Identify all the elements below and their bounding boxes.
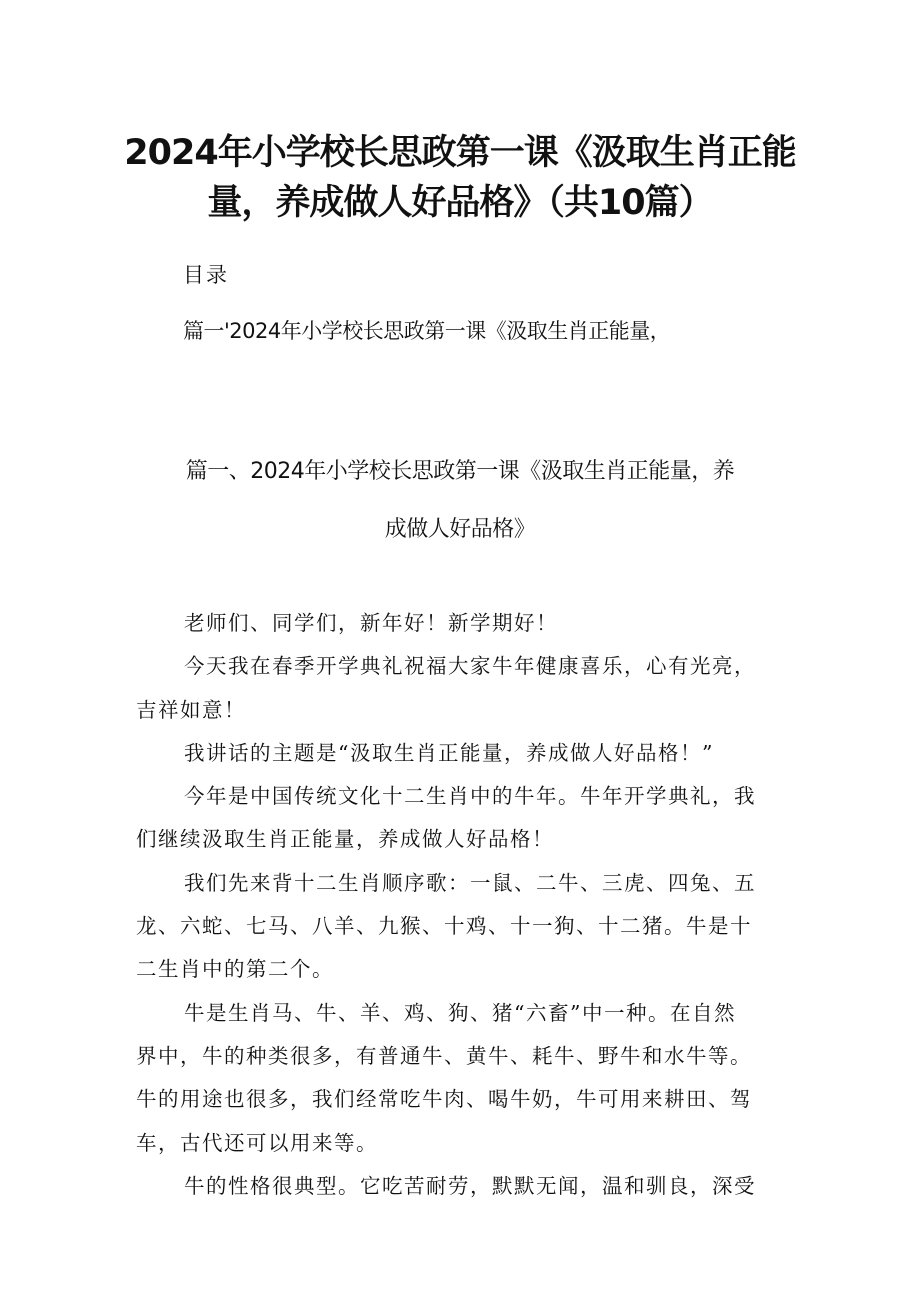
body-line: 牛是生肖马、牛、羊、鸡、狗、猪“六畜”中一种。在自然 bbox=[184, 1000, 736, 1025]
title-line-2: 量，养成做人好品格》（共10篇） bbox=[207, 183, 713, 223]
body-line: 们继续汲取生肖正能量，养成做人好品格！ bbox=[136, 827, 554, 852]
body-line: 今天我在春季开学典礼祝福大家牛年健康喜乐，心有光亮， bbox=[184, 654, 756, 679]
body-text bbox=[136, 602, 786, 1208]
body-line: 吉祥如意！ bbox=[136, 697, 246, 722]
body-line: 牛的性格很典型。它吃苦耐劳，默默无闻，温和驯良，深受 bbox=[184, 1173, 756, 1198]
toc-label: 目录 bbox=[183, 263, 229, 287]
body-line: 车，古代还可以用来等。 bbox=[136, 1130, 378, 1155]
body-line: 界中，牛的种类很多，有普通牛、黄牛、耗牛、野牛和水牛等。 bbox=[136, 1043, 752, 1068]
section-heading-line-2: 成做人好品格》 bbox=[384, 517, 536, 542]
body-line: 牛的用途也很多，我们经常吃牛肉、喝牛奶，牛可用来耕田、驾 bbox=[136, 1087, 752, 1112]
body-line: 老师们、同学们，新年好！新学期好！ bbox=[184, 611, 558, 635]
section-heading bbox=[120, 443, 800, 559]
body-line: 龙、六蛇、七马、八羊、九猴、十鸡、十一狗、十二猪。牛是十 bbox=[136, 914, 752, 939]
toc-item-1[interactable]: 篇一'2024年小学校长思政第一课《汲取生肖正能量， bbox=[183, 319, 671, 343]
section-heading-line-1: 篇一、2024年小学校长思政第一课《汲取生肖正能量，养 bbox=[185, 459, 735, 484]
title-line-1: 2024年小学校长思政第一课《汲取生肖正能 bbox=[124, 133, 796, 173]
body-line: 我讲话的主题是“汲取生肖正能量，养成做人好品格！” bbox=[184, 740, 714, 765]
body-line: 我们先来背十二生肖顺序歌：一鼠、二牛、三虎、四兔、五 bbox=[184, 870, 756, 895]
body-line: 今年是中国传统文化十二生肖中的牛年。牛年开学典礼，我 bbox=[184, 784, 756, 809]
body-line: 二生肖中的第二个。 bbox=[136, 957, 334, 982]
document-title bbox=[100, 128, 820, 228]
